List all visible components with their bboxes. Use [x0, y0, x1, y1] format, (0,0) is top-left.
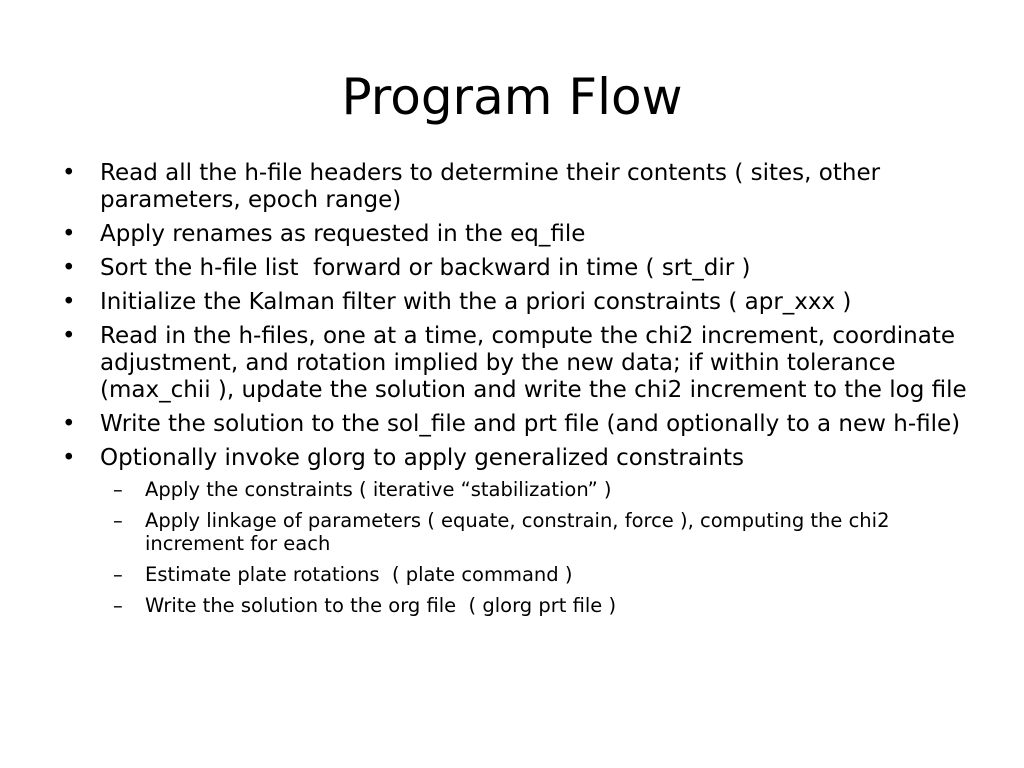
bullet-item [62, 445, 972, 472]
bullet-item [62, 411, 972, 438]
sub-bullet-marker: – [113, 594, 123, 617]
sub-bullet-text: Apply linkage of parameters ( equate, constrain, force ), computing the chi2 increment for each [145, 509, 890, 555]
sub-bullet-item [62, 594, 972, 617]
bullet-marker: • [62, 289, 76, 315]
bullet-text: Write the solution to the sol_file and prt file (and optionally to a new h-file) [100, 411, 961, 437]
sub-bullet-text: Estimate plate rotations ( plate command ) [145, 563, 573, 586]
bullet-marker: • [62, 160, 76, 186]
bullet-text: Optionally invoke glorg to apply generalized constraints [100, 445, 744, 471]
sub-bullet-marker: – [113, 509, 123, 532]
bullet-item [62, 255, 972, 282]
bullet-list [62, 160, 972, 625]
sub-bullet-item [62, 478, 972, 501]
bullet-item [62, 289, 972, 316]
bullet-marker: • [62, 411, 76, 437]
sub-bullet-item [62, 509, 972, 555]
bullet-item [62, 160, 972, 214]
bullet-text: Initialize the Kalman filter with the a priori constraints ( apr_xxx ) [100, 289, 852, 315]
bullet-text: Read in the h-files, one at a time, compute the chi2 increment, coordinate adjustment, and rotation implied by the new data; if within tolerance (max_chii ), update the solution and write the chi2 increment to the log file [100, 323, 967, 403]
sub-bullet-marker: – [113, 478, 123, 501]
bullet-marker: • [62, 255, 76, 281]
sub-bullet-text: Write the solution to the org file ( glorg prt file ) [145, 594, 617, 617]
sub-bullet-list [62, 478, 972, 617]
slide-title: Program Flow [341, 68, 683, 126]
bullet-item [62, 323, 972, 404]
bullet-text: Read all the h-file headers to determine their contents ( sites, other parameters, epoch range) [100, 160, 881, 213]
sub-bullet-item [62, 563, 972, 586]
bullet-marker: • [62, 445, 76, 471]
bullet-text: Sort the h-file list forward or backward in time ( srt_dir ) [100, 255, 751, 281]
sub-bullet-marker: – [113, 563, 123, 586]
sub-bullet-text: Apply the constraints ( iterative “stabilization” ) [145, 478, 612, 501]
bullet-text: Apply renames as requested in the eq_file [100, 221, 586, 247]
bullet-item [62, 221, 972, 248]
bullet-marker: • [62, 323, 76, 349]
bullet-marker: • [62, 221, 76, 247]
